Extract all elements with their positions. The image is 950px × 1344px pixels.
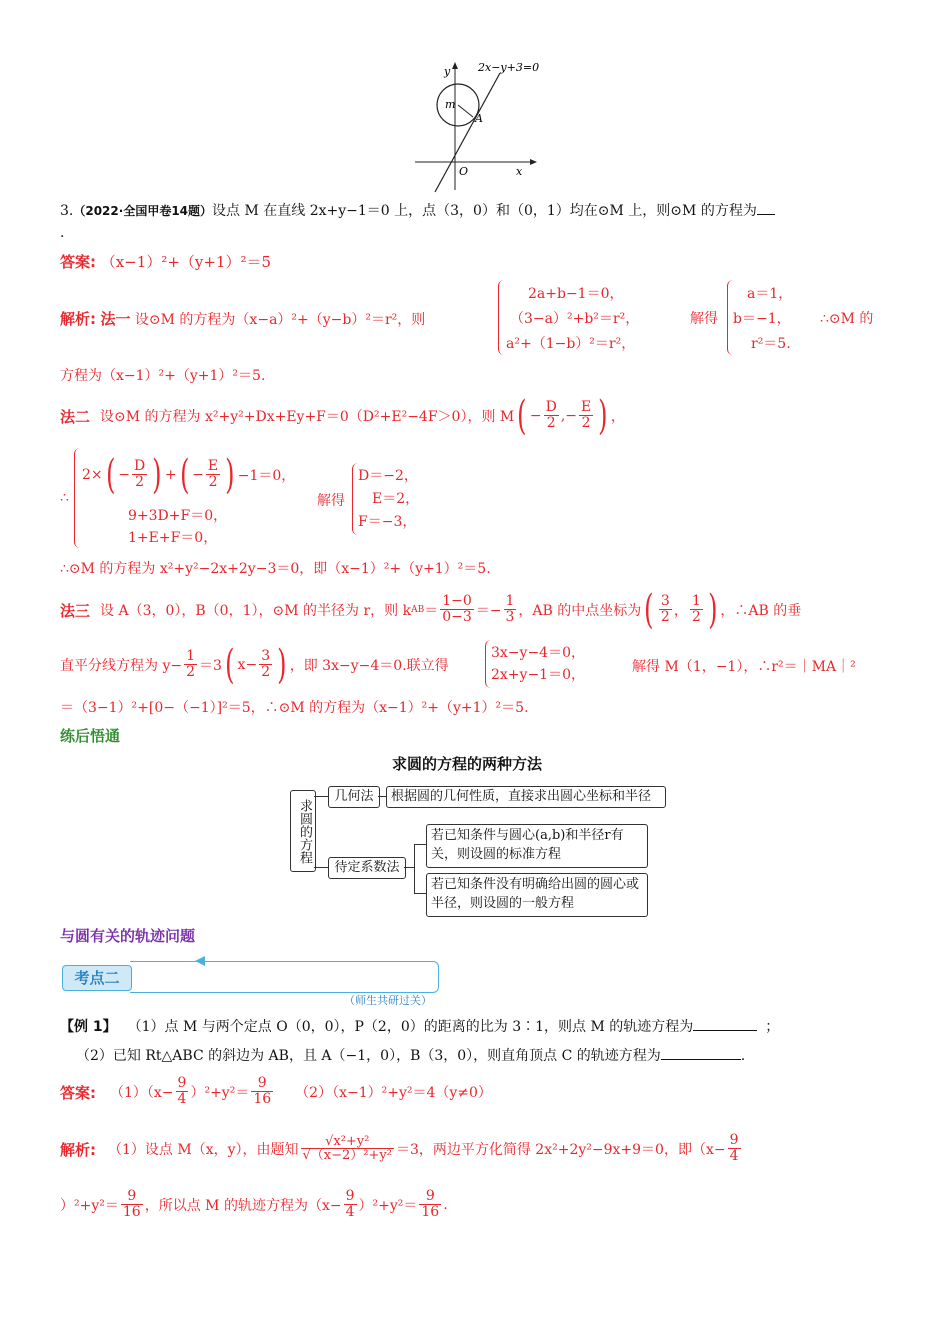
kaodian-bar: [130, 961, 439, 993]
q2-blank: [661, 1059, 741, 1060]
y-axis-arrow: [452, 62, 458, 69]
m1-sol1: a＝1，: [747, 286, 793, 302]
m2-solve: 解得: [317, 493, 345, 509]
method2-solution: [358, 465, 419, 534]
sol-frac-916: $\frac{9}{16}$: [122, 1188, 141, 1221]
m1-line2: 方程为（x−1）²+（y+1）²＝5.: [60, 368, 266, 384]
point-a-label: A: [475, 112, 483, 125]
origin-label: O: [459, 165, 469, 178]
example1-q1: 【例 1】 （1）点 M 与两个定点 O（0，0），P（2，0）的距离的比为 3∶1，则点 M 的轨迹方程为 ；: [60, 1019, 780, 1035]
line-label: 2x−y+3=0: [478, 61, 540, 74]
m1-solve: 解得: [690, 311, 718, 327]
m2-frac-E: $\frac{E}{2}$: [581, 399, 592, 432]
ans1-frac-916: $\frac{9}{16}$: [253, 1075, 272, 1108]
q3-blank: [757, 214, 775, 215]
m3-frac-slope: $\frac{1-0}{0-3}$: [442, 593, 472, 626]
review-title: 求圆的方程的两种方法: [392, 755, 543, 773]
connector-geo: [314, 796, 328, 797]
m1-sol2: b＝−1，: [733, 311, 791, 327]
m2-intro-end: ，: [610, 409, 625, 425]
connector-coef-vertical: [414, 844, 415, 894]
m1-eq1: 2a+b−1＝0，: [528, 286, 624, 302]
section2-heading: 与圆有关的轨迹问题: [60, 927, 196, 945]
analysis-label: 解析:: [60, 310, 96, 328]
review-heading: 练后悟通: [60, 727, 121, 745]
m2-conclusion: ∴⊙M 的方程为 x²+y²−2x+2y−3＝0，即（x−1）²+（y+1）²＝5.: [60, 561, 491, 577]
method1-solution: [733, 282, 792, 357]
m3-frac-third: $\frac{1}{3}$: [505, 593, 515, 626]
m3-frac-mid-y: $\frac{1}{2}$: [691, 593, 701, 626]
m3-frac-half: $\frac{1}{2}$: [186, 648, 196, 681]
coef-desc-general: 若已知条件没有明确给出圆的圆心或半径，则设圆的一般方程: [426, 873, 648, 917]
radius-segment: [458, 105, 473, 117]
coef-desc-standard: 若已知条件与圆心(a,b)和半径r有关，则设圆的标准方程: [426, 824, 648, 868]
m2-row1: 2× ( − $\frac{D}{2}$ ) + ( − $\frac{E}{2}$ ) −1＝0，: [82, 452, 296, 498]
q3-tail: .: [60, 225, 65, 241]
sol-frac-94-b: $\frac{9}{4}$: [345, 1188, 355, 1221]
m2-comma: ,−: [560, 408, 578, 424]
question-3: [60, 200, 775, 220]
m1-eq2: （3−a）²+b²＝r²，: [510, 311, 640, 327]
answer-text: （x−1）²+（y+1）²＝5: [100, 253, 272, 271]
ans1-frac-94: $\frac{9}{4}$: [177, 1075, 187, 1108]
method2-label: 法二: [60, 407, 91, 426]
example1-answer-label: 答案:: [60, 1083, 96, 1102]
kaodian-tag: 考点二: [62, 965, 132, 991]
m2-sol3: F＝−3，: [358, 514, 417, 530]
q3-source: （2022·全国甲卷14题）: [73, 204, 213, 218]
method1-system: [506, 282, 639, 357]
m3-frac-mid-x: $\frac{3}{2}$: [660, 593, 670, 626]
m3-frac-three-half: $\frac{3}{2}$: [261, 648, 271, 681]
m3-sub-ab: AB: [411, 605, 425, 615]
map-root: 求圆的方程: [290, 790, 316, 872]
method2-intro: 法二 设⊙M 的方程为 x²+y²+Dx+Ey+F＝0（D²+E²−4F＞0），则 M ( − $\frac{D}{2}$ ,− $\frac{E}{2}$ ) ，: [60, 393, 625, 439]
kaodian-subtitle: （师生共研过关）: [344, 994, 432, 1007]
method3-line1: 法三 设 A（3，0），B（0，1），⊙M 的半径为 r，则 k AB ＝ $\frac{1-0}{0-3}$ ＝− $\frac{1}{3}$ ，AB 的中点坐标为 ( $\frac{3}{2}$ ， $\frac{1}{2}$ ) ，∴AB 的垂: [60, 587, 802, 633]
sol-distance-ratio: $\frac{\text{√x²+y²}}{\text{√（x−2）²+y²}}$: [302, 1133, 392, 1164]
y-label: y: [444, 65, 451, 78]
m2-sol2: E＝2，: [372, 491, 420, 507]
m2-frac-D: $\frac{D}{2}$: [545, 399, 557, 432]
m3-eq1: 3x−y−4＝0，: [491, 645, 585, 661]
connector-coef-lower: [414, 893, 426, 894]
example1-solution-line2: ）²+y²＝ $\frac{9}{16}$ ，所以点 M 的轨迹方程为（x− $\frac{9}{4}$ ）²+y²＝ $\frac{9}{16}$ .: [60, 1188, 448, 1221]
m2-row2: 9+3D+F＝0，: [128, 508, 228, 524]
x-label: x: [516, 165, 523, 178]
m3-solve-line: 解得 M（1，−1），∴r²＝｜MA｜²: [632, 659, 856, 675]
x-axis-arrow: [530, 159, 537, 165]
connector-coef-split: [404, 867, 414, 868]
method1-intro: [60, 308, 425, 329]
answer-label: 答案:: [60, 253, 96, 271]
example1-solution-line1: 解析: （1）设点 M（x，y），由题知 $\frac{\text{√x²+y²}}{\text{√（x−2）²+y²}}$ ＝3，两边平方化简得 2x²+2y²−9x+9＝0，即（x− $\frac{9}{4}$: [60, 1132, 739, 1165]
m1-sol3: r²＝5.: [751, 336, 791, 352]
example1-q2: （2）已知 Rt△ABC 的斜边为 AB，且 A（−1，0），B（3，0），则直角顶点 C 的轨迹方程为 .: [76, 1048, 746, 1064]
m2-row3: 1+E+F＝0，: [128, 530, 218, 546]
method2-text: 设⊙M 的方程为 x²+y²+Dx+Ey+F＝0（D²+E²−4F＞0），则 M: [100, 409, 515, 425]
kaodian-arrow-icon: [195, 955, 215, 967]
method3-system: [491, 642, 585, 686]
q1-blank: [693, 1030, 757, 1031]
example1-label: 【例 1】: [60, 1019, 117, 1035]
method3-line3: ＝（3−1）²+[0−（−1）]²＝5，∴⊙M 的方程为（x−1）²+（y+1）²＝5.: [60, 700, 529, 716]
center-label: m: [445, 98, 456, 111]
method3-line2: 直平分线方程为 y− $\frac{1}{2}$ ＝3 ( x− $\frac{3}{2}$ ) ，即 3x−y−4＝0.联立得: [60, 642, 449, 688]
m1-conclusion: ∴⊙M 的: [820, 311, 874, 327]
connector-geo-desc: [378, 796, 386, 797]
q3-number: 3.: [60, 203, 74, 219]
circle-line-figure: [410, 55, 540, 195]
method3-label: 法三: [60, 601, 91, 620]
method1-label: 法一: [100, 310, 131, 328]
geo-method-box: 几何法: [328, 786, 380, 808]
ans2: （2）（x−1）²+y²＝4（y≠0）: [295, 1085, 492, 1101]
m1-eq3: a²+（1−b）²＝r²，: [506, 336, 636, 352]
q3-text: 设点 M 在直线 2x+y−1＝0 上，点（3，0）和（0，1）均在⊙M 上，则⊙M 的方程为: [212, 203, 757, 219]
connector-coef: [314, 867, 328, 868]
coef-method-box: 待定系数法: [328, 857, 406, 879]
answer-line: [60, 251, 271, 272]
method1-text: 设⊙M 的方程为（x−a）²+（y−b）²＝r²，则: [134, 312, 426, 328]
m3-eq2: 2x+y−1＝0，: [491, 667, 585, 683]
m2-minus-1: −: [529, 408, 542, 424]
sol-frac-94: $\frac{9}{4}$: [729, 1132, 739, 1165]
connector-coef-upper: [414, 844, 426, 845]
m2-therefore: ∴: [60, 490, 69, 506]
example1-answer: 答案: （1）（x− $\frac{9}{4}$ ）²+y²＝ $\frac{9}{16}$ （2）（x−1）²+y²＝4（y≠0）: [60, 1075, 492, 1108]
m2-row1-frac-E: $\frac{E}{2}$: [207, 458, 219, 491]
example1-solution-label: 解析:: [60, 1140, 96, 1159]
sol-frac-916-b: $\frac{9}{16}$: [421, 1188, 440, 1221]
m2-sol1: D＝−2，: [358, 468, 418, 484]
geo-method-desc: 根据圆的几何性质，直接求出圆心坐标和半径: [386, 786, 666, 808]
m2-row1-frac-D: $\frac{D}{2}$: [133, 458, 146, 491]
